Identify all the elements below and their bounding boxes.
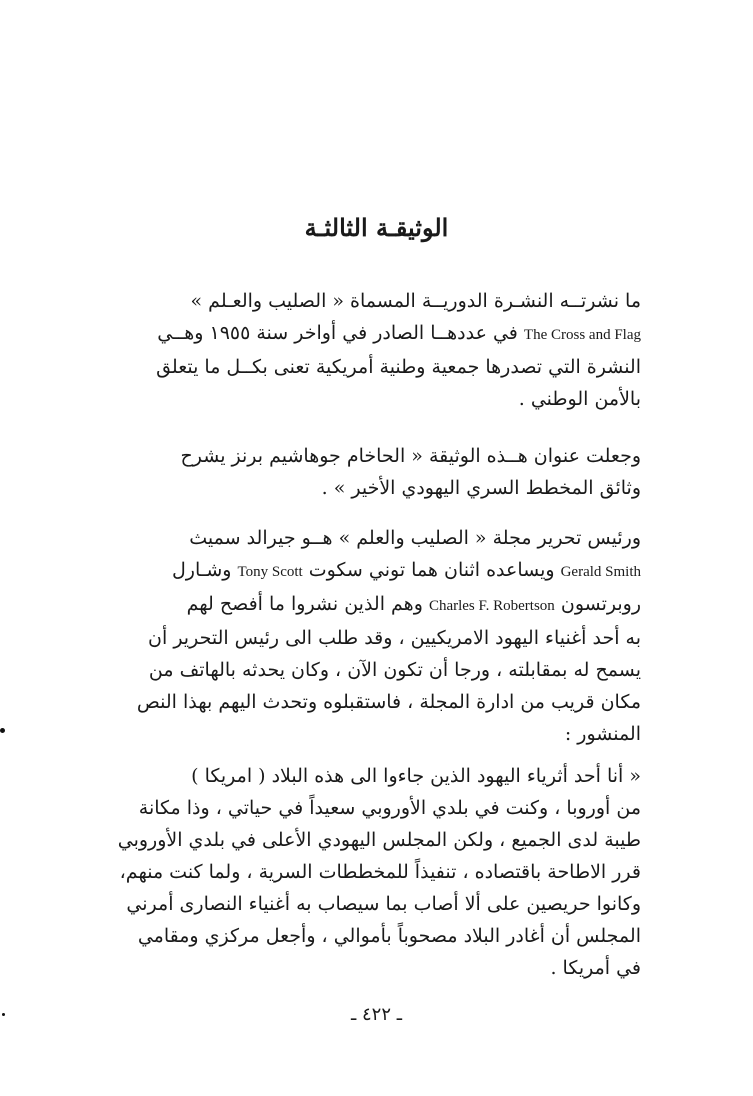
text-line: طيبة لدى الجميع ، ولكن المجلس اليهودي الأعلى في بلدي الأوروبي xyxy=(117,829,641,851)
text-segment: ويساعده اثنان هما توني سكوت xyxy=(308,559,555,581)
scan-speck xyxy=(2,1013,5,1016)
page-title: الوثيقـة الثالثـة xyxy=(304,213,449,242)
paragraph-1 xyxy=(73,285,641,415)
text-line: في أمريكا . xyxy=(550,957,641,979)
text-line xyxy=(73,588,641,622)
scan-speck xyxy=(0,728,5,733)
text-segment: روبرتسون xyxy=(560,593,641,615)
text-line: مكان قريب من ادارة المجلة ، فاستقبلوه وتحدث اليهم بهذا النص xyxy=(136,691,641,713)
paragraph-3 xyxy=(73,522,641,750)
text-line: المنشور : xyxy=(564,723,641,745)
latin-name: Charles F. Robertson xyxy=(428,598,555,614)
text-segment: في عددهــا الصادر في أواخر سنة ١٩٥٥ وهــي xyxy=(157,322,518,344)
paragraph-2 xyxy=(73,440,641,504)
text-line: من أوروبا ، وكنت في بلدي الأوروبي سعيداً في حياتي ، وذا مكانة xyxy=(138,797,641,819)
text-line: وكانوا حريصين على ألا أصاب بما سيصاب به أغنياء النصارى أمرني xyxy=(126,893,641,915)
text-line: بالأمن الوطني . xyxy=(518,388,641,410)
text-line xyxy=(73,317,641,351)
text-line: وثائق المخطط السري اليهودي الأخير » . xyxy=(321,477,641,499)
latin-name: Tony Scott xyxy=(237,564,303,580)
text-line: وجعلت عنوان هــذه الوثيقة « الحاخام جوهاشيم برنز يشرح xyxy=(180,445,641,467)
text-line xyxy=(73,554,641,588)
text-segment: وشـارل xyxy=(172,559,232,581)
paragraph-4 xyxy=(73,760,641,984)
text-line: ما نشرتــه النشـرة الدوريــة المسماة « الصليب والعـلم » xyxy=(190,290,641,312)
text-line: ورئيس تحرير مجلة « الصليب والعلم » هــو جيرالد سميث xyxy=(189,527,641,549)
latin-name: Gerald Smith xyxy=(560,564,641,580)
page-number: ـ ٤٢٢ ـ xyxy=(350,1004,402,1025)
text-line: به أحد أغنياء اليهود الامريكيين ، وقد طلب الى رئيس التحرير أن xyxy=(148,627,641,649)
text-line: النشرة التي تصدرها جمعية وطنية أمريكية تعنى بكــل ما يتعلق xyxy=(156,356,641,378)
text-line: المجلس أن أغادر البلاد مصحوباً بأموالي ، وأجعل مركزي ومقامي xyxy=(137,925,641,947)
text-line: يسمح له بمقابلته ، ورجا أن تكون الآن ، وكان يحدثه بالهاتف من xyxy=(148,659,641,681)
text-segment: وهم الذين نشروا ما أفصح لهم xyxy=(186,593,423,615)
text-line: « أنا أحد أثرياء اليهود الذين جاءوا الى هذه البلاد ( امريكا ) xyxy=(191,765,641,787)
latin-title: The Cross and Flag xyxy=(523,327,641,343)
text-line: قرر الاطاحة باقتصاده ، تنفيذاً للمخططات السرية ، ولما كنت منهم، xyxy=(119,861,641,883)
